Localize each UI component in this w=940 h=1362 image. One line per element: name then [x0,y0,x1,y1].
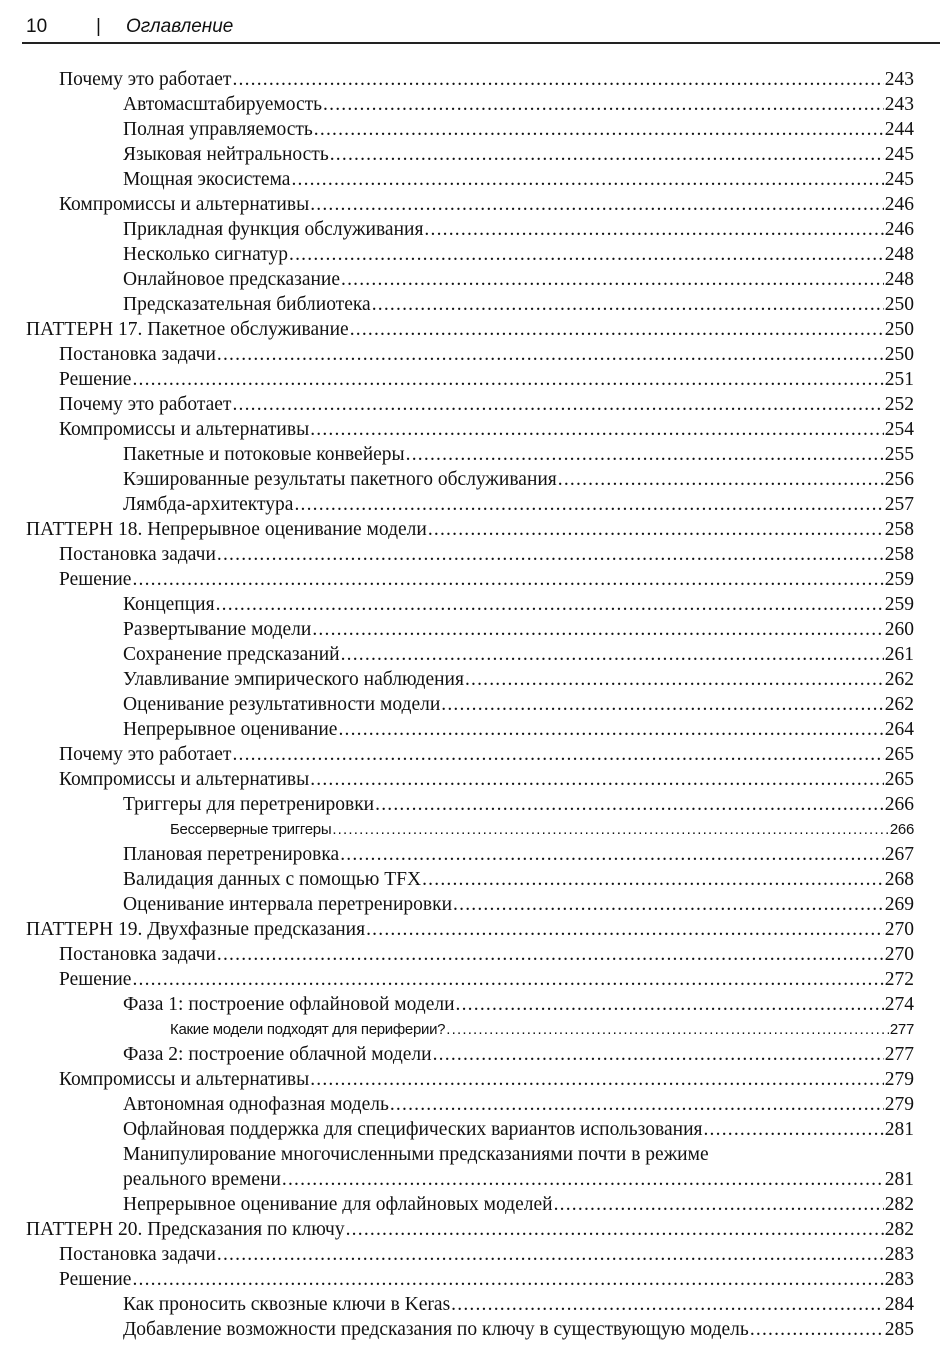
dot-leader [312,617,883,642]
toc-entry[interactable] [0,567,940,592]
toc-entry-title: Непрерывное оценивание для офлайновых моделей [123,1194,553,1215]
toc-entry[interactable] [0,1192,940,1217]
toc-entry-title: Оценивание результативности модели [123,694,441,715]
toc-entry-page: 262 [884,694,914,715]
dot-leader [232,67,883,92]
toc-entry-page: 258 [884,519,914,540]
dot-leader [132,367,883,392]
toc-entry[interactable] [0,867,940,892]
toc-entry-title: Языковая нейтральность [123,144,329,165]
toc-entry[interactable] [0,1242,940,1267]
toc-entry-title: Автономная однофазная модель [123,1094,389,1115]
dot-leader [314,117,884,142]
toc-entry-page: 259 [884,569,914,590]
dot-leader [446,1017,889,1042]
toc-entry[interactable] [0,817,940,842]
dot-leader [310,192,884,217]
toc-entry-page: 248 [884,269,914,290]
toc-entry[interactable] [0,617,940,642]
dot-leader [465,667,884,692]
dot-leader [375,792,884,817]
dot-leader [217,342,884,367]
toc-entry-title: Прикладная функция обслуживания [123,219,424,240]
dot-leader [132,567,883,592]
toc-entry[interactable] [0,1017,940,1042]
toc-entry[interactable] [0,492,940,517]
dot-leader [433,1042,884,1067]
dot-leader [330,142,884,167]
toc-entry-page: 259 [884,594,914,615]
toc-entry[interactable] [0,792,940,817]
toc-entry[interactable] [0,242,940,267]
toc-entry-page: 284 [884,1294,914,1315]
toc-entry[interactable] [0,92,940,117]
dot-leader [428,517,884,542]
dot-leader [366,917,884,942]
toc-entry-page: 267 [884,844,914,865]
toc-entry[interactable] [0,742,940,767]
toc-entry-page: 283 [884,1269,914,1290]
dot-leader [406,442,884,467]
toc-entry-page: 272 [884,969,914,990]
toc-entry-title: Постановка задачи [59,544,216,565]
dot-leader [291,167,883,192]
toc-entry-page: 282 [884,1219,914,1240]
toc-entry-page: 266 [889,821,914,838]
toc-entry-page: 279 [884,1069,914,1090]
toc-entry-title-line[interactable]: Манипулирование многочисленными предсказаниями почти в режиме [123,1144,709,1165]
dot-leader [332,817,889,842]
toc-entry[interactable] [0,1042,940,1067]
toc-entry[interactable] [0,442,940,467]
header-rule [22,42,940,44]
page-number: 10 [26,16,48,37]
dot-leader [132,967,883,992]
toc-entry-page: 245 [884,169,914,190]
toc-entry[interactable] [0,717,940,742]
toc-entry-page: 274 [884,994,914,1015]
toc-entry-title: Развертывание модели [123,619,312,640]
toc-entry-title: Компромиссы и альтернативы [59,194,310,215]
toc-entry-page: 261 [884,644,914,665]
toc-entry-title: Мощная экосистема [123,169,291,190]
toc-entry-title: Предсказательная библиотека [123,294,371,315]
dot-leader [341,267,884,292]
dot-leader [323,92,884,117]
toc-entry-title: Как проносить сквозные ключи в Keras [123,1294,451,1315]
toc-entry[interactable] [0,67,940,92]
dot-leader [132,1267,883,1292]
toc-entry-title: ПАТТЕРН 18. Непрерывное оценивание модели [26,519,427,540]
toc-entry[interactable] [0,217,940,242]
toc-entry-title: Онлайновое предсказание [123,269,340,290]
dot-leader [422,867,884,892]
dot-leader [310,767,884,792]
toc-entry-title: Решение [59,969,132,990]
toc-entry-page: 251 [884,369,914,390]
dot-leader [310,1067,884,1092]
toc-entry-title: Пакетные и потоковые конвейеры [123,444,405,465]
toc-entry-page: 285 [884,1319,914,1340]
toc-entry-title: Постановка задачи [59,344,216,365]
toc-entry-page: 246 [884,194,914,215]
toc-entry-page: 270 [884,944,914,965]
toc-entry[interactable] [0,1067,940,1092]
toc-entry-page: 250 [884,294,914,315]
header-separator: | [96,16,101,37]
toc-entry-page: 260 [884,619,914,640]
toc-entry[interactable] [0,692,940,717]
toc-entry[interactable] [0,1317,940,1342]
toc-entry[interactable] [0,167,940,192]
toc-entry-title: Непрерывное оценивание [123,719,338,740]
toc-entry[interactable] [0,317,940,342]
toc-entry-title: Автомасштабируемость [123,94,323,115]
toc-entry-page: 269 [884,894,914,915]
dot-leader [424,217,883,242]
dot-leader [338,717,883,742]
toc-entry-page: 277 [889,1021,914,1038]
toc-entry-page: 250 [884,344,914,365]
toc-entry-title: Решение [59,369,132,390]
toc-entry[interactable] [0,542,940,567]
toc-entry-page: 248 [884,244,914,265]
header-section-title: Оглавление [126,16,234,37]
toc-entry-page: 265 [884,744,914,765]
dot-leader [750,1317,884,1342]
toc-entry-title: Почему это работает [59,744,232,765]
toc-entry-title: Почему это работает [59,394,232,415]
dot-leader [350,317,884,342]
toc-entry-page: 270 [884,919,914,940]
toc-entry-page: 281 [884,1169,914,1190]
toc-entry-page: 265 [884,769,914,790]
toc-entry-page: 257 [884,494,914,515]
toc-entry-title: ПАТТЕРН 20. Предсказания по ключу [26,1219,345,1240]
toc-entry-title: Постановка задачи [59,1244,216,1265]
toc-entry-title: Постановка задачи [59,944,216,965]
toc-entry-title: Компромиссы и альтернативы [59,1069,310,1090]
toc-entry-title: реального времени [123,1169,281,1190]
dot-leader [282,1167,884,1192]
toc-entry-page: 277 [884,1044,914,1065]
toc-entry-title: Концепция [123,594,215,615]
dot-leader [390,1092,884,1117]
toc-entry[interactable] [0,892,940,917]
dot-leader [232,742,883,767]
toc-entry-title: Полная управляемость [123,119,313,140]
toc-entry-title: Добавление возможности предсказания по ключу в существующую модель [123,1319,749,1340]
toc-entry-page: 266 [884,794,914,815]
toc-entry-page: 243 [884,69,914,90]
toc-entry-page: 243 [884,94,914,115]
toc-entry-title: Валидация данных с помощью TFX [123,869,422,890]
toc-entry-page: 250 [884,319,914,340]
toc-entry-title: Триггеры для перетренировки [123,794,375,815]
running-header [26,14,940,42]
dot-leader [372,292,884,317]
dot-leader [289,242,884,267]
dot-leader [453,892,884,917]
dot-leader [217,542,884,567]
dot-leader [232,392,883,417]
toc-entry[interactable] [0,267,940,292]
toc-entry-page: 246 [884,219,914,240]
dot-leader [340,842,884,867]
toc-entry[interactable] [0,417,940,442]
toc-entry[interactable] [0,467,940,492]
toc-entry[interactable] [0,142,940,167]
dot-leader [451,1292,884,1317]
toc-entry-title: Компромиссы и альтернативы [59,769,310,790]
toc-entry[interactable] [0,1092,940,1117]
toc-entry[interactable] [0,642,940,667]
toc-entry-title: Почему это работает [59,69,232,90]
toc-entry-title: Оценивание интервала перетренировки [123,894,453,915]
toc-entry-page: 262 [884,669,914,690]
toc-entry-title: Несколько сигнатур [123,244,289,265]
toc-entry-page: 282 [884,1194,914,1215]
toc-entry-title: Сохранение предсказаний [123,644,340,665]
toc-entry-page: 283 [884,1244,914,1265]
toc-entry[interactable] [0,592,940,617]
toc-entry[interactable] [0,292,940,317]
toc-entry-page: 245 [884,144,914,165]
toc-entry-title: Фаза 2: построение облачной модели [123,1044,432,1065]
toc-entry[interactable] [0,1167,940,1192]
toc-entry[interactable] [0,392,940,417]
toc-entry[interactable] [0,342,940,367]
toc-entry-title: Лямбда-архитектура [123,494,294,515]
toc-entry[interactable] [0,1267,940,1292]
dot-leader [217,1242,884,1267]
dot-leader [346,1217,884,1242]
toc-entry-title: Плановая перетренировка [123,844,340,865]
toc-entry-title: Бессерверные триггеры [170,821,332,838]
toc-entry[interactable] [0,992,940,1017]
dot-leader [217,942,884,967]
toc-entry-title: Фаза 1: построение офлайновой модели [123,994,455,1015]
toc-entry-page: 252 [884,394,914,415]
toc-entry[interactable] [0,667,940,692]
toc-entry-page: 279 [884,1094,914,1115]
toc-entry[interactable] [0,117,940,142]
toc-entry-page: 256 [884,469,914,490]
dot-leader [294,492,883,517]
dot-leader [310,417,884,442]
toc-entry-page: 264 [884,719,914,740]
dot-leader [703,1117,883,1142]
toc-entry[interactable] [0,917,940,942]
toc-entry-title: ПАТТЕРН 19. Двухфазные предсказания [26,919,366,940]
toc-entry-title: Решение [59,1269,132,1290]
dot-leader [456,992,884,1017]
toc-entry-page: 255 [884,444,914,465]
toc-entry[interactable] [0,1217,940,1242]
toc-entry[interactable] [0,192,940,217]
toc-entry[interactable] [0,767,940,792]
toc-entry-page: 258 [884,544,914,565]
toc-entry[interactable] [0,1117,940,1142]
dot-leader [216,592,884,617]
toc-entry-title: ПАТТЕРН 17. Пакетное обслуживание [26,319,349,340]
dot-leader [554,1192,884,1217]
toc-entry-title: Улавливание эмпирического наблюдения [123,669,464,690]
toc-entry[interactable] [0,1292,940,1317]
toc-entry[interactable] [0,517,940,542]
toc-entry-title: Решение [59,569,132,590]
dot-leader [341,642,884,667]
toc-entry-page: 281 [884,1119,914,1140]
toc-entry-title: Компромиссы и альтернативы [59,419,310,440]
toc-entry[interactable] [0,942,940,967]
table-of-contents [0,67,940,1342]
toc-entry-page: 268 [884,869,914,890]
toc-entry-title: Офлайновая поддержка для специфических вариантов использования [123,1119,703,1140]
toc-entry-title: Кэшированные результаты пакетного обслуживания [123,469,557,490]
toc-entry-page: 254 [884,419,914,440]
dot-leader [441,692,883,717]
toc-entry-title: Какие модели подходят для периферии? [170,1021,446,1038]
toc-entry[interactable] [0,967,940,992]
dot-leader [558,467,884,492]
toc-entry-page: 244 [884,119,914,140]
toc-entry[interactable] [0,367,940,392]
toc-entry[interactable] [0,842,940,867]
